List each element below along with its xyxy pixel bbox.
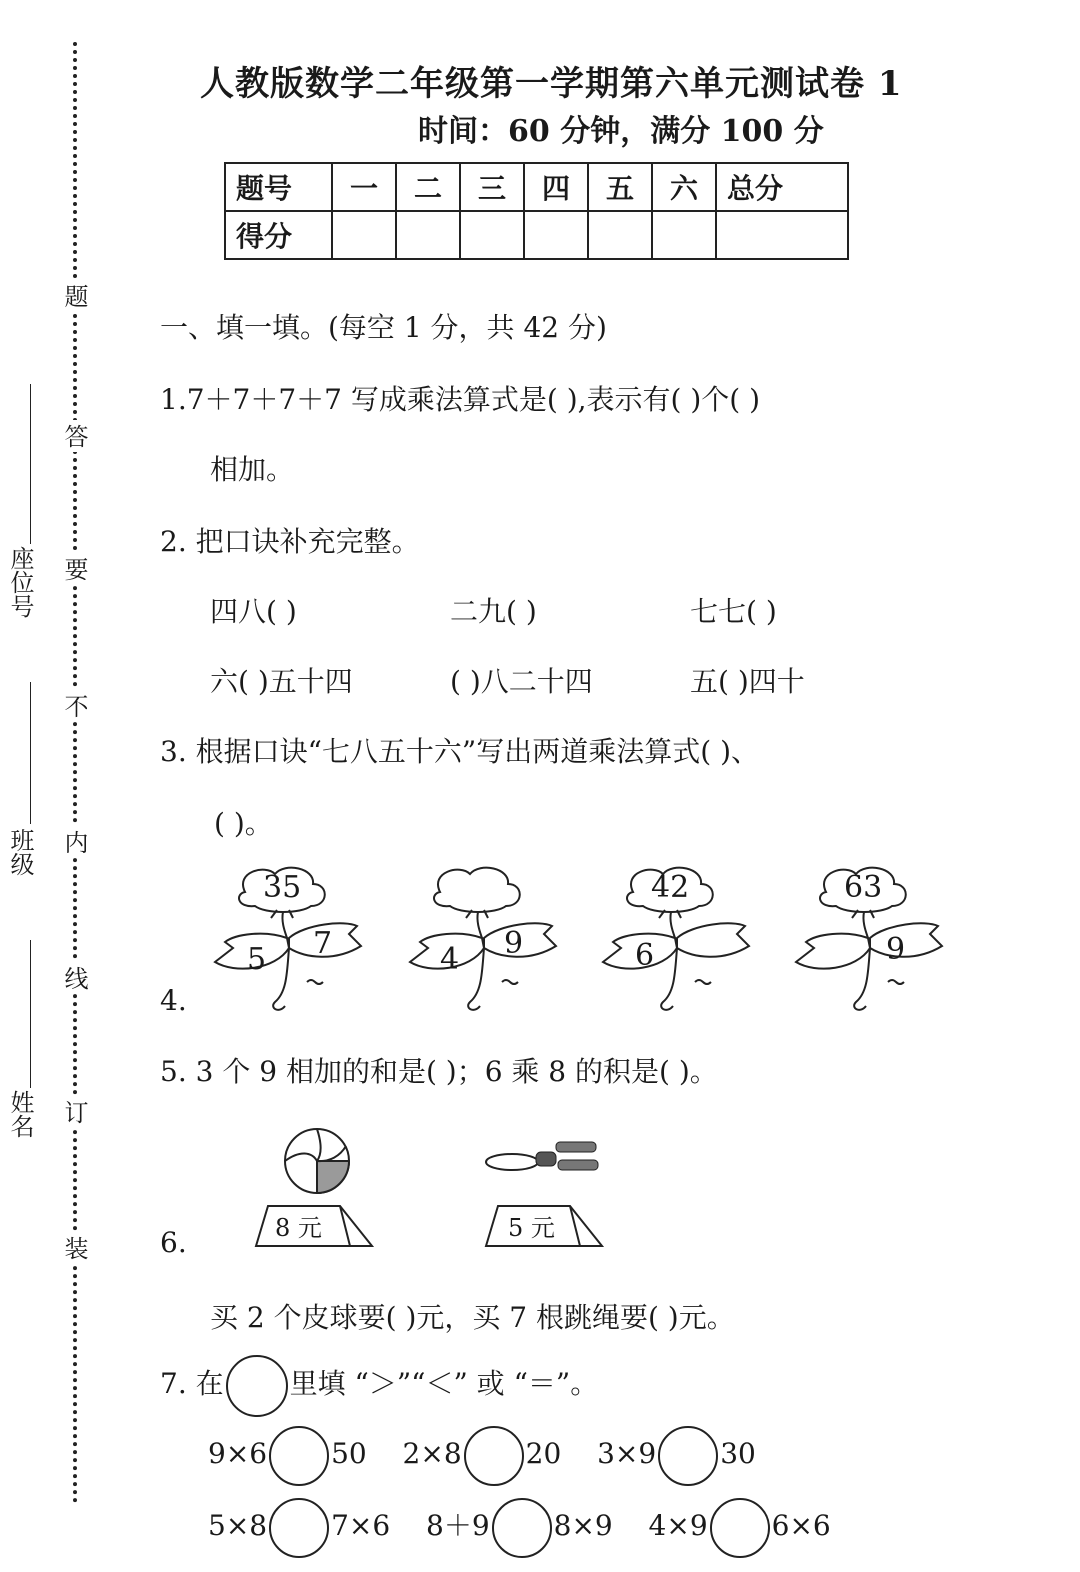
q7-expr-right: 50 xyxy=(331,1437,367,1470)
question-4-number: 4. xyxy=(160,984,187,1017)
q7-expr-right: 30 xyxy=(720,1437,756,1470)
compare-circle-input[interactable] xyxy=(269,1498,329,1558)
flower-right-number: 9 xyxy=(886,932,906,967)
price-label-rope: 5 元 xyxy=(508,1214,555,1242)
margin-word: 线 xyxy=(62,962,86,994)
q2-item: 七七( ) xyxy=(690,595,777,628)
table-header-cell: 总分 xyxy=(716,163,848,211)
q7-row xyxy=(208,1422,756,1486)
multiplication-flower xyxy=(205,862,365,1022)
flower-top-number: 63 xyxy=(844,870,883,905)
score-cell[interactable] xyxy=(716,211,848,259)
q7-suffix: 里填 “＞”“＜” 或 “＝”。 xyxy=(289,1367,599,1400)
score-cell[interactable] xyxy=(332,211,396,259)
exam-time-score: 时间：60 分钟，满分 100 分 xyxy=(418,114,824,149)
score-cell[interactable] xyxy=(396,211,460,259)
q2-item: ( )八二十四 xyxy=(450,665,593,698)
score-cell[interactable] xyxy=(652,211,716,259)
margin-word: 内 xyxy=(62,826,86,858)
q7-expr-left: 5×8 xyxy=(208,1509,268,1542)
table-header-cell: 一 xyxy=(332,163,396,211)
section-heading: 一、填一填。(每空 1 分，共 42 分) xyxy=(160,311,607,344)
q7-expr-left: 3×9 xyxy=(597,1437,657,1470)
question-1: 1.7＋7＋7＋7 写成乘法算式是( ),表示有( )个( ) xyxy=(160,383,761,416)
compare-circle-input[interactable] xyxy=(269,1426,329,1486)
q2-item: 四八( ) xyxy=(210,595,297,628)
q2-item: 二九( ) xyxy=(450,595,537,628)
class-underline[interactable] xyxy=(30,682,31,824)
q7-expr-right: 8×9 xyxy=(553,1509,613,1542)
question-7 xyxy=(160,1352,598,1417)
question-5: 5. 3 个 9 相加的和是( )；6 乘 8 的积是( )。 xyxy=(160,1055,718,1088)
margin-word: 订 xyxy=(62,1096,86,1128)
table-header-cell: 六 xyxy=(652,163,716,211)
score-cell[interactable] xyxy=(460,211,524,259)
flower-top-number: 35 xyxy=(263,870,302,905)
question-3: 3. 根据口诀“七八五十六”写出两道乘法算式( )、 xyxy=(160,735,759,768)
score-cell[interactable] xyxy=(588,211,652,259)
dotted-binding-line xyxy=(73,42,77,1504)
question-2: 2. 把口诀补充完整。 xyxy=(160,525,420,558)
jump-rope-icon xyxy=(484,1136,606,1178)
flower-left-number[interactable]: 5 xyxy=(247,942,267,977)
score-table-header-row xyxy=(225,163,848,211)
score-table xyxy=(224,162,849,260)
name-label: 姓名 xyxy=(6,1090,34,1138)
score-table-score-row xyxy=(225,211,848,259)
table-header-cell: 五 xyxy=(588,163,652,211)
flower-left-number[interactable]: 4 xyxy=(440,942,460,977)
compare-circle-input[interactable] xyxy=(492,1498,552,1558)
q7-expr-left: 4×9 xyxy=(648,1509,708,1542)
q7-expr-right: 7×6 xyxy=(331,1509,391,1542)
score-cell[interactable] xyxy=(524,211,588,259)
margin-word: 答 xyxy=(62,420,86,452)
margin-word: 不 xyxy=(62,690,86,722)
compare-circle-input[interactable] xyxy=(658,1426,718,1486)
table-header-cell: 题号 xyxy=(225,163,332,211)
question-1-cont: 相加。 xyxy=(210,453,295,486)
table-header-cell: 二 xyxy=(396,163,460,211)
q2-item: 六( )五十四 xyxy=(210,665,353,698)
question-3-cont: ( )。 xyxy=(214,807,273,840)
flower-drawing xyxy=(400,862,560,1022)
flower-right-number[interactable]: 9 xyxy=(504,926,524,961)
q7-expr-left: 2×8 xyxy=(402,1437,462,1470)
margin-word: 题 xyxy=(62,280,86,312)
margin-word: 要 xyxy=(62,553,86,585)
multiplication-flower xyxy=(593,862,753,1022)
question-6-text: 买 2 个皮球要( )元，买 7 根跳绳要( )元。 xyxy=(210,1301,735,1334)
price-label-ball: 8 元 xyxy=(275,1214,322,1242)
ball-icon xyxy=(282,1126,352,1196)
compare-circle-input[interactable] xyxy=(464,1426,524,1486)
margin-word: 装 xyxy=(62,1232,86,1264)
q7-row xyxy=(208,1494,831,1558)
q7-prefix: 7. 在 xyxy=(160,1367,224,1400)
seat-number-label: 座位号 xyxy=(6,546,34,618)
multiplication-flower xyxy=(786,862,946,1022)
flower-top-number: 42 xyxy=(651,870,690,905)
score-row-label: 得分 xyxy=(225,211,332,259)
multiplication-flower xyxy=(400,862,560,1022)
q7-expr-left: 9×6 xyxy=(208,1437,268,1470)
name-underline[interactable] xyxy=(30,940,31,1088)
page-title: 人教版数学二年级第一学期第六单元测试卷 1 xyxy=(200,64,903,104)
flower-left-number: 6 xyxy=(635,938,655,973)
seat-number-underline[interactable] xyxy=(30,384,31,544)
table-header-cell: 三 xyxy=(460,163,524,211)
table-header-cell: 四 xyxy=(524,163,588,211)
compare-circle-icon xyxy=(226,1355,288,1417)
q2-item: 五( )四十 xyxy=(690,665,805,698)
compare-circle-input[interactable] xyxy=(710,1498,770,1558)
flower-right-number[interactable]: 7 xyxy=(313,926,333,961)
q7-expr-right: 20 xyxy=(525,1437,562,1470)
q7-expr-right: 6×6 xyxy=(771,1509,831,1542)
class-label: 班级 xyxy=(6,828,34,876)
question-6-number: 6. xyxy=(160,1226,187,1259)
q7-expr-left: 8＋9 xyxy=(426,1509,490,1542)
